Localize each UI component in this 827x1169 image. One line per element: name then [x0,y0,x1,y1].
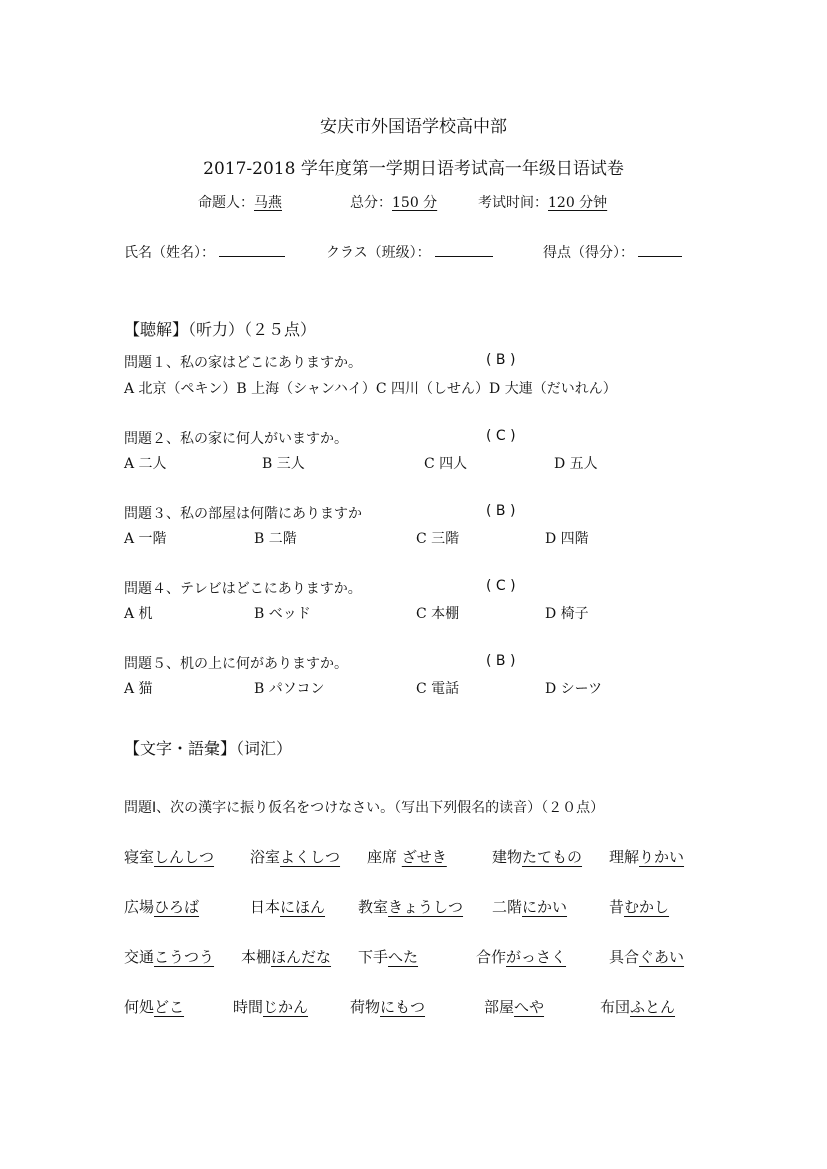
vocab-kanji: 何処 [124,998,155,1016]
name-blank[interactable] [219,242,285,257]
vocab-reading: どこ [154,998,185,1016]
class-label: クラス（班级）： [326,245,431,261]
answer-3: ( B ) [486,503,516,519]
option-5b: B パソコン [254,681,325,697]
time-value: 120 分钟 [548,195,608,211]
option-3d: D 四階 [545,531,589,547]
question-3: 問題３、私の部屋は何階にありますか [124,506,362,522]
score-value: 150 分 [392,195,438,211]
vocab-reading: にかい [522,898,568,916]
answer-5: ( B ) [486,653,516,669]
vocab-reading: よくしつ [280,848,341,866]
vocab-kanji: 下手 [358,948,389,966]
vocab-kanji: 昔 [609,898,625,916]
vocab-item [600,996,675,1017]
vocabulary-instruction: 問題Ⅰ、次の漢字に振り仮名をつけなさい。（写出下列假名的读音）（２０点） [124,800,605,816]
option-3b: B 二階 [254,531,297,547]
question-5: 問題５、机の上に何がありますか。 [124,656,348,672]
option-2d: D 五人 [554,456,598,472]
option-4c: C 本棚 [416,606,460,622]
vocab-item [124,946,214,967]
option-5a: A 猫 [124,681,153,697]
vocab-item [367,846,447,867]
points-blank[interactable] [638,242,682,257]
vocab-item [124,896,199,917]
vocab-kanji: 二階 [492,898,523,916]
answer-1: ( B ) [486,352,516,368]
option-3a: A 一階 [124,531,167,547]
vocab-reading: ざせき [401,848,447,866]
points-label: 得点（得分）： [543,245,634,261]
vocab-item [250,846,340,867]
vocab-item [358,896,463,917]
vocab-item [609,946,684,967]
vocab-reading: りかい [639,848,685,866]
vocab-item [609,896,669,917]
vocab-reading: へた [388,948,419,966]
vocab-item [492,896,567,917]
vocab-item [241,946,331,967]
vocab-item [358,946,418,967]
name-label: 氏名（姓名）： [124,245,215,261]
option-4a: A 机 [124,606,153,622]
class-field [326,242,493,262]
vocab-reading: しんしつ [154,848,215,866]
vocab-reading: たてもの [522,848,583,866]
question-4: 問題４、テレビはどこにありますか。 [124,581,362,597]
option-2a: A 二人 [124,456,167,472]
points-field [543,242,682,262]
option-5d: D シーツ [545,681,603,697]
class-blank[interactable] [435,242,493,257]
vocab-reading: じかん [263,998,309,1016]
vocab-kanji: 本棚 [241,948,272,966]
vocab-item [484,996,594,1017]
vocab-kanji: 広場 [124,898,155,916]
answer-2: ( C ) [486,428,516,444]
vocab-kanji: 部屋 [484,998,515,1016]
vocabulary-heading: 【文字・語彙】（词汇） [124,739,293,758]
time-line [478,192,607,212]
vocab-item [609,846,684,867]
setter-line [198,192,282,212]
vocab-reading: がっさく [506,948,567,966]
vocab-kanji: 寝室 [124,848,155,866]
name-field [124,242,285,262]
vocab-reading: へや [514,998,545,1016]
vocab-reading: ふとん [630,998,676,1016]
vocab-reading: こうつう [154,948,215,966]
vocab-kanji: 座席 [367,848,398,866]
vocab-kanji: 交通 [124,948,155,966]
vocab-item [124,996,192,1017]
vocab-item [492,846,582,867]
option-2c: C 四人 [424,456,468,472]
exam-title: 2017-2018 学年度第一学期日语考试高一年级日语试卷 [203,159,624,179]
score-line [350,192,437,212]
vocab-kanji: 建物 [492,848,523,866]
vocab-reading: ほんだな [271,948,332,966]
vocab-kanji: 布団 [600,998,631,1016]
vocab-kanji: 荷物 [350,998,381,1016]
option-5c: C 電話 [416,681,460,697]
vocab-kanji: 日本 [250,898,281,916]
vocab-item [250,896,325,917]
vocab-kanji: 具合 [609,948,640,966]
vocab-reading: にほん [280,898,326,916]
question-2: 問題２、私の家に何人がいますか。 [124,431,348,447]
option-3c: C 三階 [416,531,460,547]
setter-label: 命题人： [198,195,254,211]
time-label: 考试时间： [478,195,548,211]
listening-heading: 【聴解】（听力）（２５点） [124,320,317,339]
option-4d: D 椅子 [545,606,589,622]
vocab-reading: むかし [624,898,670,916]
vocab-kanji: 理解 [609,848,640,866]
vocab-reading: ひろば [154,898,200,916]
vocab-reading: にもつ [380,998,426,1016]
vocab-item [350,996,425,1017]
answer-4: ( C ) [486,578,516,594]
setter-value: 马燕 [254,195,282,211]
vocab-item [476,946,566,967]
options-1: A 北京（ペキン）B 上海（シャンハイ）C 四川（しせん）D 大連（だいれん） [124,381,617,397]
vocab-kanji: 合作 [476,948,507,966]
option-2b: B 三人 [262,456,305,472]
vocab-reading: きょうしつ [388,898,464,916]
score-label: 总分： [350,195,392,211]
vocab-kanji: 時間 [233,998,264,1016]
vocab-item [233,996,308,1017]
vocab-item [124,846,214,867]
school-name: 安庆市外国语学校高中部 [320,117,507,137]
option-4b: B ベッド [254,606,311,622]
vocab-kanji: 浴室 [250,848,281,866]
vocab-reading: ぐあい [639,948,685,966]
question-1: 問題１、私の家はどこにありますか。 [124,355,362,371]
vocab-kanji: 教室 [358,898,389,916]
